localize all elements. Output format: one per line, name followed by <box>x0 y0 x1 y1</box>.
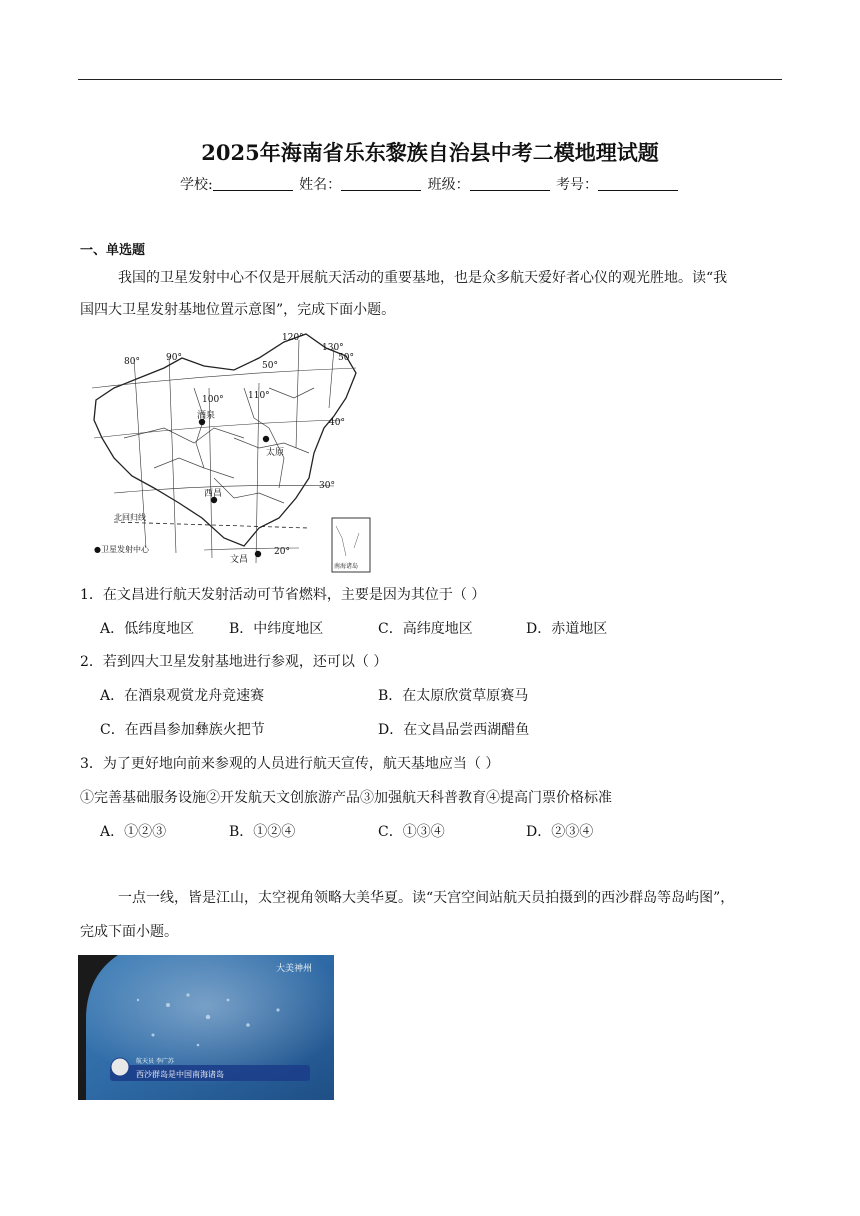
lon-label-90: 90° <box>166 353 182 363</box>
lat-label-50-left: 50° <box>262 361 278 371</box>
site-label-wenchang: 文昌 <box>230 555 249 565</box>
lon-label-130: 130° <box>322 343 344 353</box>
q2-stem: 2．若到四大卫星发射基地进行参观，还可以（ ） <box>80 654 388 670</box>
field-name-blank <box>341 176 421 191</box>
site-marker-wenchang <box>255 551 261 557</box>
site-label-jiuquan: 酒泉 <box>197 411 216 421</box>
caption-name: 航天员 李广苏 <box>136 1058 174 1065</box>
lon-label-100: 100° <box>202 395 224 405</box>
field-name-label: 姓名： <box>299 177 342 193</box>
q3-stem: 3．为了更好地向前来参观的人员进行航天宣传，航天基地应当（ ） <box>80 756 500 772</box>
q2-option-a[interactable]: A．在酒泉观赏龙舟竞速赛 <box>100 688 265 704</box>
field-school-blank <box>213 176 293 191</box>
section-heading: 一、单选题 <box>80 243 146 258</box>
field-number-blank <box>598 176 678 191</box>
passage2-line1: 一点一线，皆是江山，太空视角领略大美华夏。读“天宫空间站航天员拍摄到的西沙群岛等岛屿图”， <box>118 890 735 906</box>
q1-option-b[interactable]: B．中纬度地区 <box>229 621 324 637</box>
passage1-line2: 国四大卫星发射基地位置示意图”，完成下面小题。 <box>80 302 396 318</box>
field-number-label: 考号： <box>556 177 599 193</box>
page-title: 2025年海南省乐东黎族自治县中考二模地理试题 <box>201 140 659 165</box>
caption-text: 西沙群岛是中国南海诸岛 <box>136 1070 224 1079</box>
lat-label-40: 40° <box>329 418 345 428</box>
site-label-taiyuan: 太原 <box>266 448 285 458</box>
map-legend: ●卫星发射中心 <box>94 545 149 554</box>
tropic-label: 北回归线 <box>114 513 146 522</box>
lat-label-20: 20° <box>274 547 290 557</box>
space-station-photo <box>78 955 334 1100</box>
astronaut-avatar <box>111 1058 129 1076</box>
internal-boundaries <box>124 388 314 503</box>
photo-corner-logo: 大美神州 <box>276 964 313 974</box>
graticule <box>92 340 356 563</box>
inset-label: 南海诸岛 <box>334 563 359 570</box>
header-rule <box>78 79 782 80</box>
q3-option-d[interactable]: D．②③④ <box>526 824 594 840</box>
lon-label-80: 80° <box>124 357 140 367</box>
q1-stem: 1．在文昌进行航天发射活动可节省燃料，主要是因为其位于（ ） <box>80 587 486 603</box>
lat-label-50-right: 50° <box>338 353 354 363</box>
passage2-line2: 完成下面小题。 <box>80 924 178 940</box>
q1-option-a[interactable]: A．低纬度地区 <box>100 621 195 637</box>
q2-option-b[interactable]: B．在太原欣赏草原赛马 <box>378 688 529 704</box>
q1-option-d[interactable]: D．赤道地区 <box>526 621 608 637</box>
site-marker-taiyuan <box>263 436 269 442</box>
passage1-line1: 我国的卫星发射中心不仅是开展航天活动的重要基地，也是众多航天爱好者心仪的观光胜地。读“我 <box>118 270 728 286</box>
q1-option-c[interactable]: C．高纬度地区 <box>378 621 473 637</box>
student-info-line <box>0 174 860 194</box>
q3-option-b[interactable]: B．①②④ <box>229 824 296 840</box>
lon-label-110: 110° <box>248 391 270 401</box>
q2-option-d[interactable]: D．在文昌品尝西湖醋鱼 <box>378 722 530 738</box>
site-label-xichang: 西昌 <box>204 489 223 499</box>
launch-sites-map <box>84 328 374 573</box>
q3-statements: ①完善基础服务设施②开发航天文创旅游产品③加强航天科普教育④提高门票价格标准 <box>80 790 612 806</box>
q3-option-c[interactable]: C．①③④ <box>378 824 445 840</box>
lat-label-30: 30° <box>319 481 335 491</box>
field-school-label: 学校: <box>179 177 213 193</box>
field-class-label: 班级： <box>427 177 470 193</box>
field-class-blank <box>470 176 550 191</box>
q3-option-a[interactable]: A．①②③ <box>100 824 167 840</box>
q2-option-c[interactable]: C．在西昌参加彝族火把节 <box>100 722 265 738</box>
lon-label-120: 120° <box>282 333 304 343</box>
